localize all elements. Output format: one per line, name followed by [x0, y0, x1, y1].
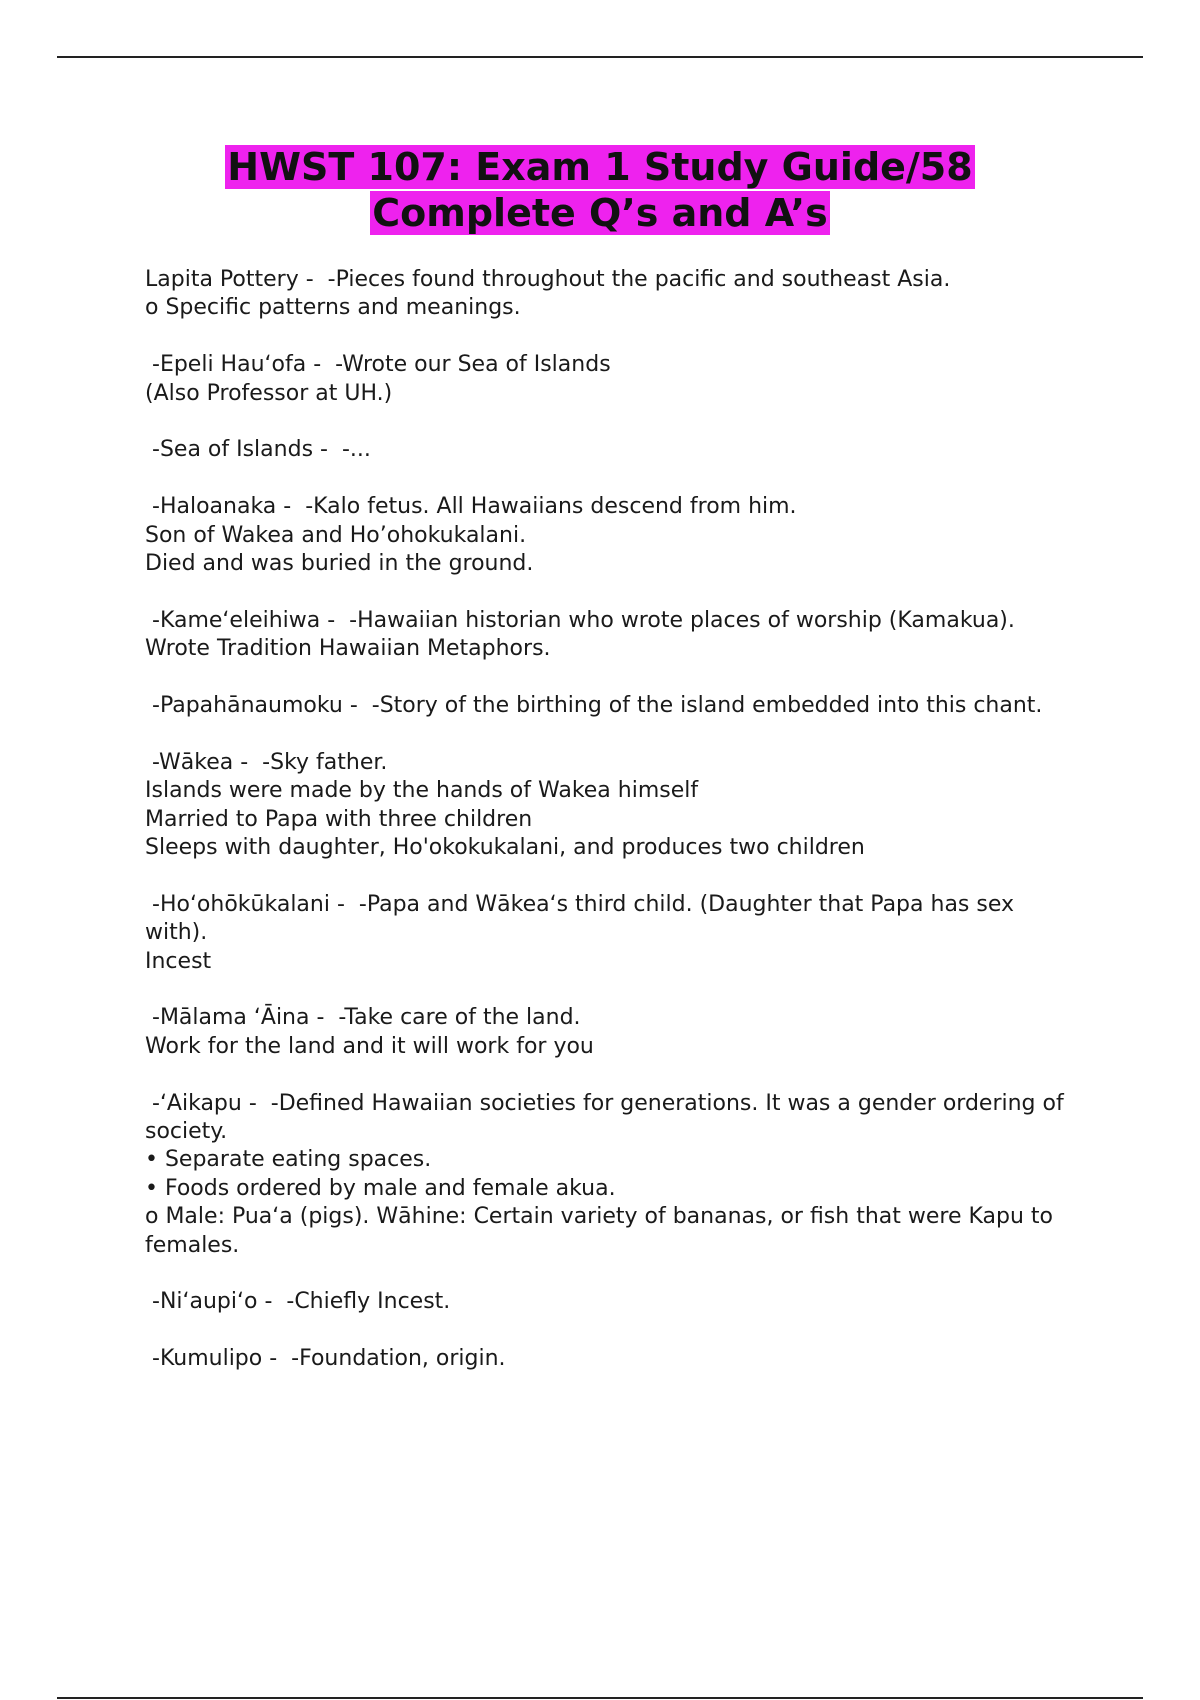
qa-line	[145, 1090, 1075, 1147]
qa-detail-line: Islands were made by the hands of Wakea himself	[145, 778, 699, 804]
qa-line	[145, 351, 1075, 379]
qa-entry	[145, 351, 1075, 408]
qa-detail-line: • Separate eating spaces.	[145, 1147, 432, 1173]
title-line-1: HWST 107: Exam 1 Study Guide/58	[227, 145, 973, 189]
qa-line	[145, 493, 1075, 521]
qa-line	[145, 1345, 1075, 1373]
qa-detail-line: Incest	[145, 948, 212, 974]
qa-line	[145, 749, 1075, 777]
qa-term: -Hoʻohōkūkalani -	[145, 891, 352, 917]
qa-entry	[145, 266, 1075, 323]
qa-term: -Kumulipo -	[145, 1346, 285, 1372]
qa-line	[145, 1288, 1075, 1316]
qa-entry	[145, 1004, 1075, 1061]
header-rule	[57, 56, 1143, 58]
qa-entry	[145, 749, 1075, 863]
qa-line	[145, 607, 1075, 635]
qa-detail-line: Died and was buried in the ground.	[145, 551, 534, 577]
qa-term: -Mālama ʻĀina -	[145, 1005, 332, 1031]
qa-detail-line: Wrote Tradition Hawaiian Metaphors.	[145, 636, 551, 662]
qa-definition: -Story of the birthing of the island embedded into this chant.	[364, 693, 1043, 719]
qa-detail-line: Married to Papa with three children	[145, 806, 533, 832]
qa-entry	[145, 1288, 1075, 1316]
qa-detail-line: Work for the land and it will work for you	[145, 1033, 594, 1059]
qa-entry	[145, 692, 1075, 720]
qa-line	[145, 692, 1075, 720]
qa-definition: -Defined Hawaiian societies for generations. It was a gender ordering of society.	[145, 1090, 1071, 1145]
qa-term: -Papahānaumoku -	[145, 693, 365, 719]
qa-term: -ʻAikapu -	[145, 1090, 264, 1116]
qa-term: -Haloanaka -	[145, 494, 299, 520]
footer-rule	[57, 1697, 1143, 1699]
qa-term: -Sea of Islands -	[145, 437, 335, 463]
qa-line	[145, 266, 1075, 294]
qa-entry	[145, 1345, 1075, 1373]
qa-line	[145, 1004, 1075, 1032]
qa-definition: -Papa and Wākeaʻs third child. (Daughter that Papa has sex with).	[145, 891, 1022, 946]
title-line-2: Complete Q’s and A’s	[372, 191, 828, 235]
qa-line	[145, 436, 1075, 464]
qa-term: -Wākea -	[145, 749, 256, 775]
qa-definition: -Chiefly Incest.	[279, 1289, 451, 1315]
qa-definition: -Take care of the land.	[331, 1005, 581, 1031]
qa-entry	[145, 493, 1075, 578]
qa-term: -Kameʻeleihiwa -	[145, 607, 343, 633]
qa-term: -Epeli Hauʻofa -	[145, 352, 329, 378]
qa-entry	[145, 607, 1075, 664]
qa-definition: -Pieces found throughout the pacific and southeast Asia.	[320, 267, 951, 292]
qa-detail-line: Sleeps with daughter, Ho'okokukalani, and produces two children	[145, 835, 865, 861]
qa-definition: -...	[334, 437, 371, 463]
qa-entry	[145, 891, 1075, 976]
document-title	[100, 144, 1100, 236]
qa-term: -Niʻaupiʻo -	[145, 1289, 280, 1315]
qa-term: Lapita Pottery -	[145, 267, 321, 292]
qa-detail-line: Son of Wakea and Ho’ohokukalani.	[145, 522, 527, 548]
qa-definition: -Sky father.	[255, 749, 388, 775]
qa-definition: -Hawaiian historian who wrote places of worship (Kamakua).	[342, 607, 1015, 633]
qa-definition: -Foundation, origin.	[284, 1346, 506, 1372]
qa-detail-line: (Also Professor at UH.)	[145, 380, 393, 406]
qa-detail-line: • Foods ordered by male and female akua.	[145, 1175, 616, 1201]
qa-detail-line: o Specific patterns and meanings.	[145, 295, 521, 321]
qa-entry	[145, 1090, 1075, 1260]
qa-definition: -Wrote our Sea of Islands	[328, 352, 611, 378]
qa-definition: -Kalo fetus. All Hawaiians descend from him.	[298, 494, 797, 520]
study-guide-content	[145, 266, 1075, 1402]
qa-detail-line: o Male: Puaʻa (pigs). Wāhine: Certain variety of bananas, or fish that were Kapu to females.	[145, 1204, 1053, 1258]
qa-entry	[145, 436, 1075, 464]
qa-line	[145, 891, 1075, 948]
